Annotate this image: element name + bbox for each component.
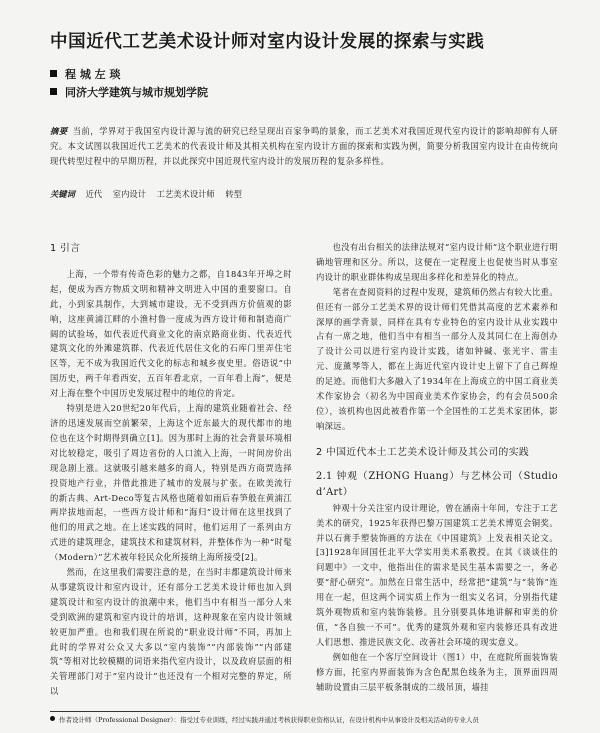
body-paragraph: 笔者在查阅资料的过程中发现，建筑师仍然占有较大比重。但还有一部分工艺美术界的设计师们凭借其高度的艺术素养和深厚的画学背景，同样在具有专业特色的室内设计从业实践中占有一席之地，他们当中有相当一部分人及其同仁在上海创办了设计公司以进行室内设计实践，诸如钟碱、张光宇、雷圭元、庞薰琴等人，都在上海近代室内设计史上留下了自己辉煌的足迹。而他们大多融入了1934年在上海成立的中国工商业美术作家协会（初名为中国商业美术作家协会，约有会员500余位），该机构也因此被看作第一个全国性的工艺美术家团体，影响深远。: [316, 286, 558, 431]
section-heading: 2 中国近代本土工艺美术设计师及其公司的实践: [316, 446, 529, 458]
keyword: 转型: [225, 189, 242, 199]
abstract-label: 摘要: [50, 126, 68, 136]
square-bullet-icon: [50, 70, 57, 77]
author-line: [50, 66, 121, 82]
right-column: [316, 240, 558, 707]
abstract-text: 当前，学界对于我国室内设计源与流的研究已经呈现出百家争鸣的景象，而工艺美术对我国近现代室内设计的影响却鲜有人研究。本文试图以我国近代工艺美术的代表设计师及其相关机构在室内设计方面的探索和实践为例，简要分析我国室内设计在由传统向现代转型过程中的早期历程，并以此探究中国近现代室内设计的发展历程的复杂多样性。: [50, 126, 558, 166]
section-heading: 1 引言: [50, 243, 81, 254]
author-names: 程 城 左 琰: [65, 68, 121, 81]
body-paragraph: 上海，一个带有传奇色彩的魅力之都，自1843年开埠之时起，便成为西方物质文明和精神文明进入中国的重要窗口。自此，小到家具制作，大到城市建设，无不受到西方价值观的影响，这座黄浦江畔的小渔村鲁一度成为西方设计师和制造商广阔的试验场，如代表近代商业文化的南京路商业街、代表近代建筑文化的外滩建筑群、代表近代居住文化的石库门里弄住宅区等，无不成为我国近代文化的标志和城乡夜史里。俗语说“中国历史，两千年看西安，五百年看北京，一百年看上海”，便是对上海在整个中国历史发展过程中的地位的肯定。: [50, 268, 292, 399]
keywords: [50, 188, 250, 200]
footnote-divider: [50, 711, 200, 712]
keywords-label: 关键词: [50, 189, 75, 199]
subsection-heading: 2.1 钟观（ZHONG Huang）与艺林公司（Studio d’Art）: [316, 470, 558, 498]
author-affiliation: 同济大学建筑与城市规划学院: [65, 86, 208, 99]
left-column: [50, 242, 292, 707]
body-paragraph: 钟观十分关注室内设计理论，曾在涵南十年间，专注于工艺美术的研究，1925年获得巴黎万国建筑工艺美术博览会铜奖。并以石膏手塑装饰画的方法在《中国建筑》上发表相关论文。[3]1928年回国任北平大学实用美术系教授。在其《谈谈住的问题中》一文中，他指出住的需求是民生基本需要之一，务必要“舒心研究”。加然在日常生活中，经常把“建筑”与“装饰”连用在一起，但这两个词实质上作为一组实义名词，分别指代建筑外观物质和室内装饰装修。且分别要具体地讲解和审美的价值，“各自独一不可”。优秀的建筑外观和室内装修还具有改进人们思想、推进民族文化、改善社会环境的现实意义。: [316, 502, 558, 647]
body-paragraph: 也没有出台相关的法律法规对“室内设计师”这个职业进行明确地管理和区分。所以，这便在一定程度上也促使当时从事室内设计的职业群体构成呈现出多样化和差异化的特点。: [316, 242, 558, 282]
body-paragraph: 特别是进入20世纪20年代后，上海的建筑业随着社会、经济的迅速发展而空前繁荣，上海这个近东最大的现代都市的地位也在这个时期得到确立[1]。因为那时上海的社会背景环境相对比较稳定，吸引了周边省份的人口流入上海，一时间房价出现急剧上涨。这就吸引越来越多的商人，特别是西方商贾选择投资地产行业，并借此推进了城市的发展与扩张。在欧美流行的新古典、Art-Deco等复古风格也随着如雨后春笋般在黄浦江两岸拔地而起，一些西方设计师和“海归”设计师在这里找到了他们的用武之地。在上述实践的同时，他们运用了一系列由方式进的建筑理念，建筑技术和建筑材料，并整体作为一种“时髦（Modern）”艺术被年轻民众化所接纳上海所接受[2]。: [50, 403, 292, 563]
keyword: 室内设计: [112, 189, 146, 199]
affiliation-line: [50, 84, 208, 100]
abstract: [50, 124, 558, 169]
body-paragraph: 然而，在这里我们需要注意的是，在当时丰都建筑设计师来从事建筑设计和室内设计，还有部分工艺美术设计师也加入到建筑设计和室内设计的浪潮中来，他们当中有相当一部分人来受到欧洲的建筑和室内设计的培训，这种现象在室内设计领域较更加严重。也和我们现在所说的“职业设计师”不同，再加上此时的学界对公众又大多以“室内装饰”“内部装饰”“内部建筑”等相对比较模糊的词语来指代室内设计，以及政府层面的相关管理部门对于“室内设计”也还没有一个相对完整的界定，所以: [50, 567, 292, 697]
square-bullet-icon: [50, 88, 57, 95]
footnote: [50, 715, 570, 724]
body-paragraph: 例如他在一个客厅空间设计（图1）中，在庭院所面装饰装修方面，托室内界面装饰为含色配黑色线条为主，顶界面四周辅助设置由三层平板条制成的二级吊顶，墙挂: [316, 651, 558, 692]
paper-title: 中国近代工艺美术设计师对室内设计发展的探索与实践: [50, 32, 485, 52]
keyword: 工艺美术设计师: [156, 189, 215, 199]
footnote-bullet-icon: [50, 716, 55, 721]
footnote-text: 作者设计师（Professional Designer）：指受过专业训练，经过实践并通过考核获得职业资格认证，在设计机构中从事设计及相关活动的专业人员: [59, 716, 480, 724]
keyword: 近代: [85, 189, 103, 199]
